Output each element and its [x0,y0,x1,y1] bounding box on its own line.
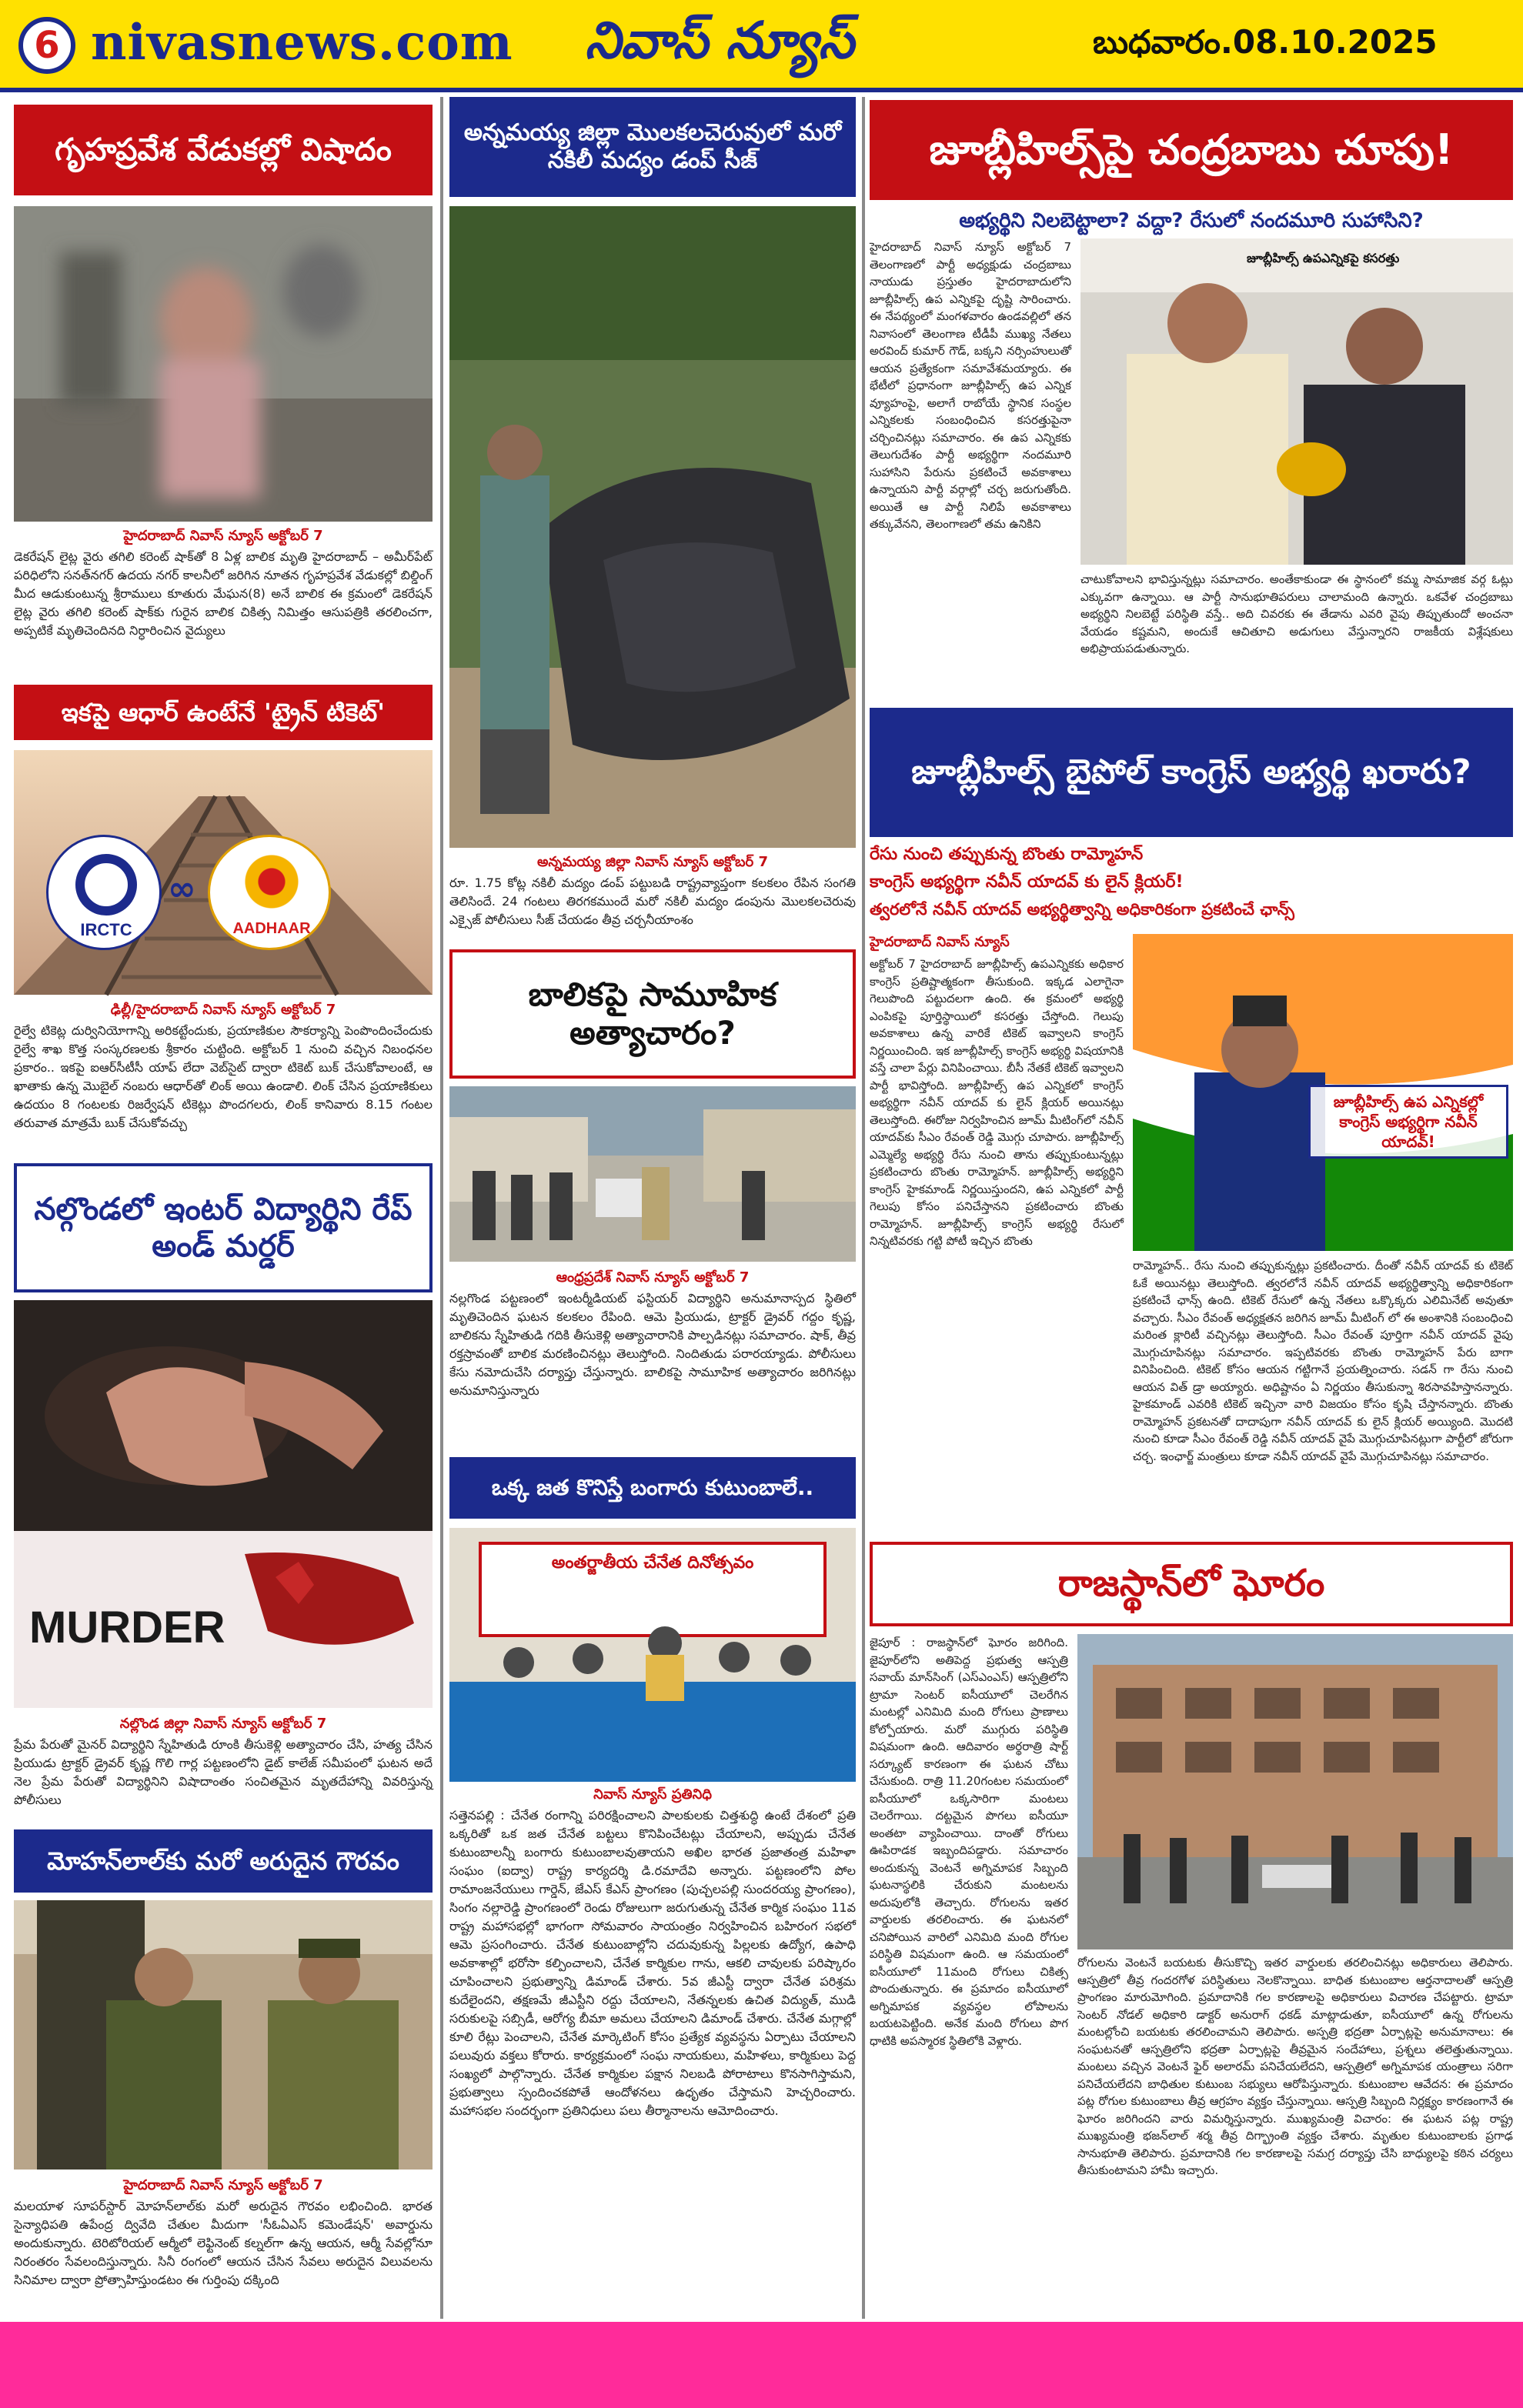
headline-nalgonda[interactable]: నల్గొండలో ఇంటర్ విద్యార్థిని రేప్ అండ్ మర్డర్ [14,1163,433,1292]
dateline: నివాస్ న్యూస్ ప్రతినిధి [593,1786,712,1803]
page-number: 6 [18,17,75,74]
photo-chandrababu-suhasini [1080,238,1513,565]
headline-housewarming[interactable]: గృహప్రవేశ వేడుకల్లో విషాదం [14,105,433,195]
subheadline: అభ్యర్థిని నిలబెట్టాలా? వద్దా? రేసులో నందమూరి సుహాసిని? [959,209,1424,232]
headline-aadhaar-train[interactable]: ఇకపై ఆధార్ ఉంటేనే 'ట్రైన్ టికెట్' [14,685,433,740]
dateline: హైదరాబాద్ నివాస్ న్యూస్ [870,934,1010,950]
photo-mohanlal-award [14,1900,433,2170]
article-body: జైపూర్ : రాజస్థాన్‌లో ఘోరం జరిగింది. జైపూర్‌లోని అతిపెద్ద ప్రభుత్వ ఆస్పత్రి సవాయ్ మాన్‌సింగ్ (ఎస్ఎంఎస్) ఆస్పత్రిలోని ట్రామా సెంటర్ ఐసీయూలో చెలరేగిన మంటల్లో ఎనిమిది మంది రోగులు ప్రాణాలు కోల్పోయారు. మరో ముగ్గురు పరిస్థితి విషమంగా ఉంది. ఆదివారం అర్థరాత్రి షార్ట్ సర్క్యూట్ కారణంగా ఈ ఘటన చోటు చేసుకుంది. రాత్రి 11.20గంటల సమయంలో ఐసీయూలో ఒక్కసారిగా మంటలు చెలరేగాయి. దట్టమైన పొగలు ఐసీయూ అంతటా వ్యాపించాయి. దాంతో రోగులు ఊపిరాడక ఇబ్బందిపడ్డారు. సమాచారం అందుకున్న వెంటనే అగ్నిమాపక సిబ్బంది ఘటనాస్థలికి చేరుకుని మంటలను అదుపులోకి తెచ్చారు. రోగులను ఇతర వార్డులకు తరలించారు. ఈ ఘటనలో చనిపోయిన వారిలో ఎనిమిది మంది రోగుల పరిస్థితి విషమంగా ఉంది. ఆ సమయంలో ఐసీయూలో 11మంది రోగులు చికిత్స పొందుతున్నారు. ఈ ప్రమాదం ఐసీయూలో అగ్నిమాపక వ్యవస్థల లోపాలను బయటపెట్టింది. అనేక మంది రోగులు పొగ ధాటికి అపస్మారక స్థితిలోకి వెళ్లారు. [870,1636,1068,2048]
link-icon: ∞ [168,869,196,909]
subheadline: రేసు నుంచి తప్పుకున్న బొంతు రామ్మోహన్ [870,845,1144,864]
dateline: హైదరాబాద్ నివాస్ న్యూస్ అక్టోబర్ 7 [123,528,323,544]
article-body: చాటుకోవాలని భావిస్తున్నట్లు సమాచారం. అంతేకాకుండా ఈ స్థానంలో కమ్మ సామాజిక వర్గ ఓట్లు ఎక్కువగా ఉన్నాయి. ఆ పార్టీ సానుభూతిపరులు చాలామంది ఉన్నారు. ఒకవేళ చంద్రబాబు అభ్యర్థిని నిలబెట్టే పరిస్థితి వస్తే.. అది చివరకు ఈ తేడాను ఎవరి వైపు తిప్పుతుందో అంచనా వేయడం కష్టమని, అందుకే ఆచితూచి అడుగులు వేస్తున్నారని రాజకీయ విశ్లేషకులు అభిప్రాయపడుతున్నారు. [1080,572,1513,655]
aadhaar-logo: AADHAAR [208,835,331,950]
irctc-logo: IRCTC [46,835,162,950]
headline-rajasthan[interactable]: రాజస్థాన్‌లో ఘోరం [870,1542,1513,1626]
article-body: రామ్మోహన్.. రేసు నుంచి తప్పుకున్నట్లు ప్రకటించారు. దీంతో నవీన్ యాదవ్ కు టికెట్ ఓకే అయినట్లు తెలుస్తోంది. త్వరలోనే నవీన్ యాదవ్ అభ్యర్థిత్వాన్ని అధికారికంగా ప్రకటించే ఛాన్స్ ఉంది. టికెట్ రేసులో ఉన్న నేతలు ఒక్కొక్కరు ఎలిమినేట్ అవుతూ వచ్చారు. సీఎం రేవంత్ అధ్యక్షతన జరిగిన జూమ్ మీటింగ్ లో ఈ అంశానికి సంబంధించి మరింత క్లారిటీ వచ్చినట్లు తెలుస్తోంది. సీఎం రేవంత్ పూర్తిగా నవీన్ యాదవ్ వైపు మొగ్గుచూపినట్లు సమాచారం. ఇప్పటివరకు బొంతు రామ్మోహన్ పేరు బాగా వినిపించింది. టికెట్ కోసం ఆయన గట్టిగానే ప్రయత్నించారు. సడన్ గా రేసు నుంచి ఆయన విత్ డ్రా అయ్యారు. అధిష్టానం ఏ నిర్ణయం తీసుకున్నా శిరసావహిస్తానన్నారు. హైకమాండ్ ఎవరికి టికెట్ ఇచ్చినా వారి విజయం కోసం కృషి చేస్తానన్నారు. బొంతు రామ్మోహన్ ప్రకటనతో దాదాపుగా నవీన్ యాదవ్ కు లైన్ క్లియర్ అయ్యింది. మొదటి నుంచి కూడా సీఎం రేవంత్ రెడ్డి నవీన్ యాదవ్ వైపే మొగ్గుచూపినట్లుగా పార్టీలో జోరుగా చర్చ. ఇంఛార్జ్ మంత్రులు కూడా నవీన్ యాదవ్ వైపే మొగ్గుచూపినట్లు సమాచారం. [1133,1259,1513,1463]
headline-chandrababu[interactable]: జూబ్లీహిల్స్‌పై చంద్రబాబు చూపు! [870,100,1513,200]
article-body: రోగులను వెంటనే బయటకు తీసుకొచ్చి ఇతర వార్డులకు తరలించినట్లు అధికారులు తెలిపారు. ఆస్పత్రిలో తీవ్ర గందరగోళ పరిస్థితులు నెలకొన్నాయి. బాధిత కుటుంబాల ఆర్తనాదాలతో ఆస్పత్రి ప్రాంగణం మారుమోగింది. ప్రమాదానికి గల కారణాలపై అధికారులు విచారణ చేపట్టారు. ట్రామా సెంటర్ నోడల్ అధికారి డాక్టర్ అనురాగ్ ధకడ్ మాట్లాడుతూ, ఐసీయూలో ఉన్న రోగులను మంటల్లోంచి బయటకు తరలించామని తెలిపారు. అస్పత్రి భద్రతా ఏర్పాట్లపై అనుమానాలు: ఈ సంఘటనతో ఆస్పత్రిలోని భద్రతా ఏర్పాట్లపై తీవ్రమైన సందేహాలు, ప్రశ్నలు తలెత్తుతున్నాయి. మంటలు వచ్చిన వెంటనే ఫైర్ అలారమ్ పనిచేయలేదని, ఆస్పత్రిలో అగ్నిమాపక యంత్రాలు సరిగా పనిచేయలేదని బాధితుల కుటుంబ సభ్యులు ఆరోపిస్తున్నారు. కుటుంబాల ఆవేదన: ఈ ప్రమాదం పట్ల రోగుల కుటుంబాలు తీవ్ర ఆగ్రహం వ్యక్తం చేస్తున్నాయి. ఆస్పత్రి సిబ్బంది నిర్లక్ష్యం కారణంగానే ఈ ఘోరం జరిగిందని వారు విమర్శిస్తున్నారు. ముఖ్యమంత్రి విచారం: ఈ ఘటన పట్ల రాష్ట్ర ముఖ్యమంత్రి భజన్‌లాల్ శర్మ తీవ్ర దిగ్భ్రాంతి వ్యక్తం చేశారు. మృతుల కుటుంబాలకు ప్రగాఢ సానుభూతి తెలిపారు. ప్రమాదానికి గల కారణాలపై సమగ్ర దర్యాప్తు చేసి బాధ్యులపై కఠిన చర్యలు తీసుకుంటామని హామీ ఇచ్చారు. [1077,1956,1513,2177]
photo-police-scene [449,1086,856,1262]
photo-crime [14,1300,433,1708]
article-body: నల్లగొండ పట్టణంలో ఇంటర్మీడియట్ ఫస్టియర్ విద్యార్థిని అనుమానాస్పద స్థితిలో మృతిచెందిన ఘటన కలకలం రేపింది. ఆమె ప్రియుడు, ట్రాక్టర్ డ్రైవర్ గద్దం కృష్ణ, బాలికను స్నేహితుడి గదికి తీసుకెళ్లి అత్యాచారానికి పాల్పడినట్లు సమాచారం. షాక్, తీవ్ర రక్తస్రావంతో బాలిక మరణించినట్లు తెలుస్తోంది. నిందితుడు పరారయ్యాడు. పోలీసులు కేసు నమోదుచేసి దర్యాప్తు చేస్తున్నారు. బాలికపై సామూహిక అత్యాచారం జరిగినట్లు అనుమానిస్తున్నారు [449,1291,856,1398]
article-body: మలయాళ సూపర్‌స్టార్ మోహన్‌లాల్‌కు మరో అరుదైన గౌరవం లభించింది. భారత సైన్యాధిపతి ఉపేంద్ర ద్వివేది చేతుల మీదుగా 'సీఓఏఎస్ కమెండేషన్' అవార్డును అందుకున్నారు. టెరిటోరియల్ ఆర్మీలో లెఫ్టినెంట్ కల్నల్‌గా ఉన్న ఆయన, ఆర్మీ సేవల్లోనూ నిరంతరం సేవలందిస్తున్నారు. సినీ రంగంలో ఆయన చేసిన సేవలు అరుదైన విలువలను సినిమాల ద్వారా ప్రోత్సాహిస్తుండటం ఈ గుర్తింపు దక్కింది [14,2199,433,2287]
dateline: ఆంధ్రప్రదేశ్ నివాస్ న్యూస్ అక్టోబర్ 7 [556,1269,750,1286]
subheadline: త్వరలోనే నవీన్ యాదవ్ అభ్యర్థిత్వాన్ని అధికారికంగా ప్రకటించే ఛాన్స్ [870,900,1294,919]
photo-housewarming [14,206,433,522]
dateline: ఢిల్లీ/హైదరాబాద్ నివాస్ న్యూస్ అక్టోబర్ 7 [110,1002,336,1018]
subheadline: కాంగ్రెస్ అభ్యర్థిగా నవీన్ యాదవ్ కు లైన్ క్లియర్! [870,872,1184,892]
photo-overlay-text: జూబ్లీహిల్స్ ఉప ఎన్నికల్లో కాంగ్రెస్ అభ్యర్థిగా నవీన్ యాదవ్! [1308,1085,1508,1159]
headline-handloom[interactable]: ఒక్క జత కొనిస్తే బంగారు కుటుంబాలే.. [449,1457,856,1519]
murder-image-text: MURDER [29,1603,225,1653]
article-body: రైల్వే టికెట్ల దుర్వినియోగాన్ని అరికట్టేందుకు, ప్రయాణికుల సౌకర్యాన్ని పెంపొందించేందుకు రైల్వే శాఖ కొత్త సంస్కరణలకు శ్రీకారం చుట్టింది. అక్టోబర్ 1 నుంచి వచ్చిన నిబంధనల ప్రకారం.. ఇకపై ఐఆర్‌సీటీసీ యాప్ లేదా వెబ్‌సైట్ ద్వారా టికెట్ బుక్ చేసుకోవాలంటే, ఆ ఖాతాకు ఉన్న మొబైల్ నంబరు ఆధార్‌తో లింక్ అయి ఉండాలి. లింక్ చేసిన ప్రయాణికులు ఉదయం 8 గంటలకు రిజర్వేషన్ టికెట్లు పొందగలరు, లింక్ కానివారు 8.15 గంటల తరువాత మాత్రమే బుక్ చేసుకోవచ్చు [14,1023,433,1130]
banner-text: అంతర్జాతీయ చేనేత దినోత్సవం [551,1553,754,1573]
article-body: రూ. 1.75 కోట్ల నకిలీ మద్యం డంప్ పట్టుబడి రాష్ట్రవ్యాప్తంగా కలకలం రేపిన సంగతి తెలిసిందే. 24 గంటలు తిరగకముందే మరో నకిలీ మద్యం డంపును మొలకలచెరువు ఎక్సైజ్ పోలీసులు సీజ్ చేయడం తీవ్ర చర్చనీయాంశం [449,875,856,927]
column-rule [440,97,443,2319]
brand-logo: నివాస్ న్యూస్ [585,11,854,70]
site-name[interactable]: nivasnews.com [91,14,513,72]
photo-liquor-dump [449,206,856,848]
headline-mohanlal[interactable]: మోహన్‌లాల్‌కు మరో అరుదైన గౌరవం [14,1829,433,1893]
headline-gangrape[interactable]: బాలికపై సామూహిక అత్యాచారం? [449,949,856,1079]
headline-fake-liquor[interactable]: అన్నమయ్య జిల్లా మొలకలచెరువులో మరో నకిలీ మద్యం డంప్ సీజ్ [449,97,856,197]
issue-date: బుధవారం.08.10.2025 [1093,23,1438,61]
footer-band [0,2322,1523,2408]
photo-handloom-meeting [449,1528,856,1782]
article-body: అక్టోబర్ 7 హైదరాబాద్ జూబ్లీహిల్స్ ఉపఎన్నికకు అధికార కాంగ్రెస్ ప్రతిష్టాత్మకంగా తీసుకుంది. ఇక్కడ ఎలాగైనా గెలుపొంది పట్టుదలగా ఉంది. ఈ క్రమంలో అభ్యర్థి ఎంపికపై పూర్తిస్థాయిలో కసరత్తు చేస్తోంది. గెలుపు అవకాశాలు ఉన్న వారికే టికెట్ ఇవ్వాలని కాంగ్రెస్ నిర్ణయించింది. ఇక జూబ్లీహిల్స్ కాంగ్రెస్ అభ్యర్థి విషయానికి వస్తే చాలా పేర్లు వినిపించాయి. బీసీ నేతకే టికెట్ ఇవ్వాలని పార్టీ భావిస్తోంది. జూబ్లీహిల్స్ ఉప ఎన్నికలో కాంగ్రెస్ అభ్యర్థిగా నవీన్ యాదవ్ కు లైన్ క్లియర్ అయినట్లు తెలుస్తోంది. ఈరోజు నిర్వహించిన జూమ్ మీటింగ్‌లో నవీన్ యాదవ్‌కు సీఎం రేవంత్ రెడ్డి మొగ్గు చూపారు. జూబ్లీహిల్స్ ఎమ్మెల్యే అభ్యర్థి రేసు నుంచి తాను తప్పుకుంటున్నట్లు ప్రకటించారు బొంతు రామ్మోహన్. జూబ్లీహిల్స్ అభ్యర్థిని కాంగ్రెస్ హైకమాండ్ నిర్ణయిస్తుందని, ఉప ఎన్నికలో పార్టీ గెలుపు కోసం పనిచేస్తానని ప్రకటించారు బొంతు రామ్మోహన్. జూబ్లీహిల్స్ కాంగ్రెస్ అభ్యర్థి రేసులో నిన్నటివరకు గట్టి పోటీ ఇచ్చిన బొంతు [870,957,1124,1248]
article-body: సత్తెనపల్లి : చేనేత రంగాన్ని పరిరక్షించాలని పాలకులకు చిత్తశుద్ధి ఉంటే దేశంలో ప్రతి ఒక్కరితో ఒక జత చేనేత బట్టలు కొనిపించేటట్లు చేయాలని, అప్పుడు చేనేత కుటుంబాలన్నీ బంగారు కుటుంబాలవుతాయని అఖిల భారత ప్రజాతంత్ర మహిళా సంఘం (ఐద్వా) రాష్ట్ర కార్యదర్శి డి.రమాదేవి అన్నారు. పట్టణంలోని పోల రామాంజనేయులు గార్డెన్, జేఎస్ కేఎస్ ప్రాంగణం (పుచ్చలపల్లి సుందరయ్య ప్రాంగణం), సింగం నల్లారెడ్డి ప్రాంగణంలో రెండు రోజులుగా జరుగుతున్న చేనేత కార్మిక సంఘం 11వ రాష్ట్ర మహాసభల్లో భాగంగా సోమవారం సాయంత్రం నిర్వహించిన బహిరంగ సభలో ఆమె ప్రసంగించారు. చేనేత కుటుంబాల్లోని చదువుకున్న పిల్లలకు ఉద్యోగ, ఉపాధి అవకాశాల్లో భరోసా కల్పించాలని, చేనేత కార్మికుల గాను, ఆకలి చావులకు పరిష్కారం చూపించాలని ప్రభుత్వాన్ని డిమాండ్ చేశారు. 5వ జీఎస్టీ ద్వారా చేనేత పరిశ్రమ కుదేలైందని, తక్షణమే జీఎస్టీని రద్దు చేయాలని, నేతన్నలకు ఉచిత విద్యుత్, ముడి సరుకులపై సబ్సిడీ, ఆరోగ్య బీమా అమలు చేయాలని డిమాండ్ చేశారు. చేనేత మగ్గాల్లో కూలి రేట్లు పెంచాలని, చేనేత మార్కెటింగ్ కోసం ప్రత్యేక వ్యవస్థను ఏర్పాటు చేయాలని పలువురు వక్తలు కోరారు. కార్యక్రమంలో సంఘ నాయకులు, మహిళలు, కార్మికులు పెద్ద సంఖ్యలో పాల్గొన్నారు. చేనేత కార్మికుల పక్షాన నిలబడి పోరాటాలు కొనసాగిస్తామని, ప్రభుత్వాలు స్పందించకపోతే ఆందోళనలు ఉధృతం చేస్తామని హెచ్చరించారు. మహాసభల సందర్భంగా ప్రతినిధులు పలు తీర్మానాలను ఆమోదించారు. [449,1808,856,2118]
column-rule [862,97,865,2319]
dateline: అన్నమయ్య జిల్లా నివాస్ న్యూస్ అక్టోబర్ 7 [536,854,769,870]
article-body: హైదరాబాద్ నివాస్ న్యూస్ అక్టోబర్ 7 తెలంగాణలో పార్టీ అధ్యక్షుడు చంద్రబాబు నాయుడు ప్రస్తుతం హైదరాబాదులోని జూబ్లీహిల్స్ ఉప ఎన్నికపై దృష్టి సారించారు. ఈ నేపథ్యంలో మంగళవారం ఉండవల్లిలో తన నివాసంలో తెలంగాణ టీడీపీ ముఖ్య నేతలు అరవింద్ కుమార్ గౌడ్, బక్కని నర్సింహులుతో ఆయన ప్రత్యేకంగా సమావేశమయ్యారు. ఈ భేటీలో ప్రధానంగా జూబ్లీహిల్స్ ఉప ఎన్నిక వ్యూహంపై, అలాగే రాబోయే స్థానిక సంస్థల ఎన్నికలకు సంబంధించిన కసరత్తుపైనా చర్చించినట్లు సమాచారం. ఈ ఉప ఎన్నికకు తెలుగుదేశం పార్టీ అభ్యర్థిగా నందమూరి సుహాసిని పేరును ప్రకటించే అవకాశాలు ఉన్నాయని పార్టీ వర్గాల్లో చర్చ జరుగుతోంది. అయితే ఆ పార్టీ నిలిపే అవకాశాలు తక్కువేనని, తెలంగాణలో తమ ఉనికిని [870,240,1071,531]
dateline: నల్లొండ జిల్లా నివాస్ న్యూస్ అక్టోబర్ 7 [119,1716,327,1732]
article-body: డెకరేషన్ లైట్ల వైరు తగిలి కరెంట్ షాక్‌తో 8 ఏళ్ల బాలిక మృతి హైదరాబాద్ – అమీర్‌పేట్ పరిధిలోని సనత్‌నగర్ ఉదయ నగర్ కాలనీలో జరిగిన నూతన గృహప్రవేశ వేడుకల్లో బిల్డింగ్ మీద ఆడుకుంటున్న శ్రీరాములు కూతురు మేఘన(8) అనే బాలిక ఈ క్రమంలో డెకరేషన్ లైట్ల వైరు తగిలి కరెంట్ షాక్‌కు గురైన బాలిక చికిత్స నిమిత్తం ఆసుపత్రికి తరలించగా, అప్పటికే మృతిచెందినది నిర్ధారించిన వైద్యులు [14,549,433,638]
dateline: హైదరాబాద్ నివాస్ న్యూస్ అక్టోబర్ 7 [123,2177,323,2193]
headline-jubilee-bypoll[interactable]: జూబ్లీహిల్స్ బైపోల్ కాంగ్రెస్ అభ్యర్థి ఖరారు? [870,708,1513,837]
photo-hospital-fire [1077,1634,1513,1949]
photo-caption: జూబ్లీహిల్స్ ఉపఎన్నికపై కసరత్తు [1247,251,1400,265]
article-body: ప్రేమ పేరుతో మైనర్ విద్యార్థిని స్నేహితుడి రూంకి తీసుకెళ్లి అత్యాచారం చేసి, హత్య చేసిన ప్రియుడు ట్రాక్టర్ డ్రైవర్ కృష్ణ గొలి గార్ల పట్టణంలోని డైట్ కాలేజ్ సమీపంలో ఘటన అదే నెల ప్రేమ పేరుతో విద్యార్థినిని విషాదాంతం సంచితమైన మృతదేహాన్ని వివరిస్తున్న పోలీసులు [14,1737,433,1807]
